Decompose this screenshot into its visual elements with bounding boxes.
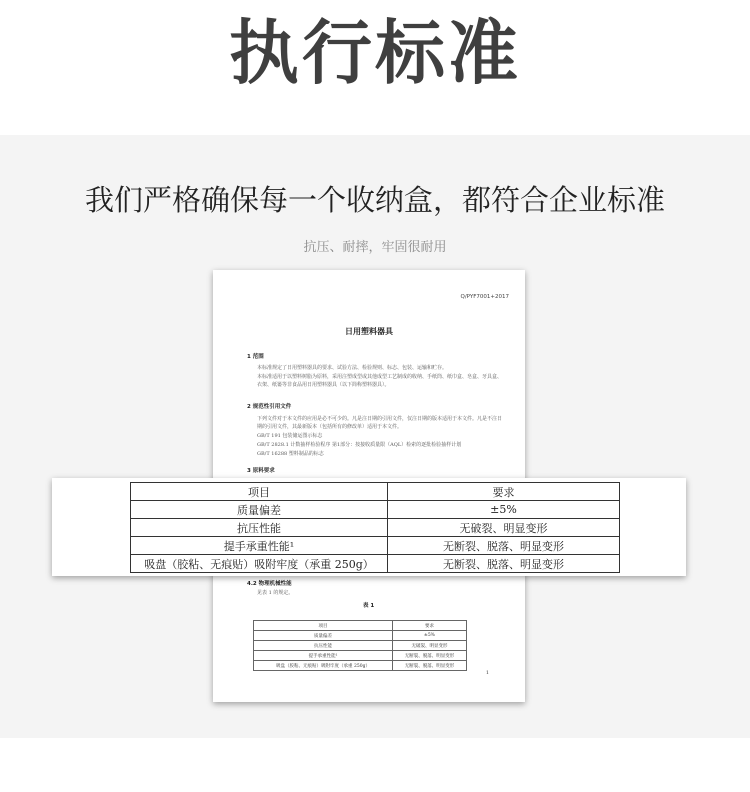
section-paragraph: GB/T 2828.1 计数抽样检验程序 第1部分：按接收质量限（AQL）检索的逐批检验抽样计划 bbox=[257, 442, 462, 448]
section-heading: 1 范围 bbox=[247, 354, 264, 360]
page-number: 1 bbox=[485, 670, 489, 676]
section-paragraph: 本标准适用于以塑料树脂为原料，采用注塑成型或其他成型工艺制成的收纳、手纸筒、纸巾盒、皂盒、牙具盒、衣架、纸篓等非食品用日用塑料器具（以下简称塑料器具）。 bbox=[257, 374, 503, 388]
table-cell: 提手承重性能¹ bbox=[254, 651, 393, 661]
table-row bbox=[254, 661, 467, 671]
table-row bbox=[254, 631, 467, 641]
enlarged-table-strip bbox=[52, 478, 686, 576]
document-code: Q/PYF7001+2017 bbox=[460, 294, 509, 300]
table-header-cell: 项目 bbox=[131, 483, 388, 501]
table-row bbox=[254, 641, 467, 651]
section-heading: 3 原料要求 bbox=[247, 468, 275, 474]
table-header-cell: 要求 bbox=[393, 621, 467, 631]
table-header-cell: 项目 bbox=[254, 621, 393, 631]
table-cell: 无破裂、明显变形 bbox=[388, 519, 620, 537]
table-row bbox=[131, 501, 620, 519]
section-paragraph: GB/T 191 包装储运图示标志 bbox=[257, 433, 323, 439]
header-band bbox=[0, 0, 750, 135]
section-heading: 2 规范性引用文件 bbox=[247, 404, 292, 410]
table-row bbox=[131, 519, 620, 537]
table-cell: 无断裂、脱落、明显变形 bbox=[388, 555, 620, 573]
table-cell: 无断裂、脱落、明显变形 bbox=[388, 537, 620, 555]
table-caption: 表 1 bbox=[363, 603, 375, 609]
table-cell: 质量偏差 bbox=[131, 501, 388, 519]
table-row bbox=[131, 483, 620, 501]
requirements-table bbox=[130, 482, 620, 573]
table-row bbox=[131, 555, 620, 573]
table-cell: 无断裂、脱落、明显变形 bbox=[393, 651, 467, 661]
table-row bbox=[254, 651, 467, 661]
section-paragraph: GB/T 16288 塑料制品的标志 bbox=[257, 451, 324, 457]
table-cell: 抗压性能 bbox=[254, 641, 393, 651]
table-cell: 抗压性能 bbox=[131, 519, 388, 537]
table-cell: 无断裂、脱落、明显变形 bbox=[393, 661, 467, 671]
mini-requirements-table bbox=[253, 620, 467, 671]
table-cell: 吸盘（胶粘、无痕贴）吸附牢度（承重 250g） bbox=[254, 661, 393, 671]
table-cell: ±5% bbox=[393, 631, 467, 641]
table-header-cell: 要求 bbox=[388, 483, 620, 501]
subline: 抗压、耐摔，牢固很耐用 bbox=[303, 240, 447, 255]
table-cell: 无破裂、明显变形 bbox=[393, 641, 467, 651]
section-paragraph: 下列文件对于本文件的应用是必不可少的。凡是注日期的引用文件，仅注日期的版本适用于本文件。凡是不注日期的引用文件，其最新版本（包括所有的修改单）适用于本文件。 bbox=[257, 416, 503, 430]
section-paragraph: 见表 1 的规定。 bbox=[257, 590, 294, 596]
headline: 我们严格确保每一个收纳盒，都符合企业标准 bbox=[84, 183, 665, 217]
table-cell: ±5% bbox=[388, 501, 620, 519]
table-row bbox=[254, 621, 467, 631]
table-cell: 吸盘（胶粘、无痕贴）吸附牢度（承重 250g） bbox=[131, 555, 388, 573]
table-cell: 提手承重性能¹ bbox=[131, 537, 388, 555]
section-paragraph: 本标准规定了日用塑料器具的要求、试验方法、检验规则、标志、包装、运输和贮存。 bbox=[257, 365, 448, 371]
page-title: 执行标准 bbox=[229, 12, 521, 94]
document-title: 日用塑料器具 bbox=[345, 326, 393, 336]
section-heading: 4.2 物理机械性能 bbox=[247, 581, 292, 587]
table-cell: 质量偏差 bbox=[254, 631, 393, 641]
table-row bbox=[131, 537, 620, 555]
